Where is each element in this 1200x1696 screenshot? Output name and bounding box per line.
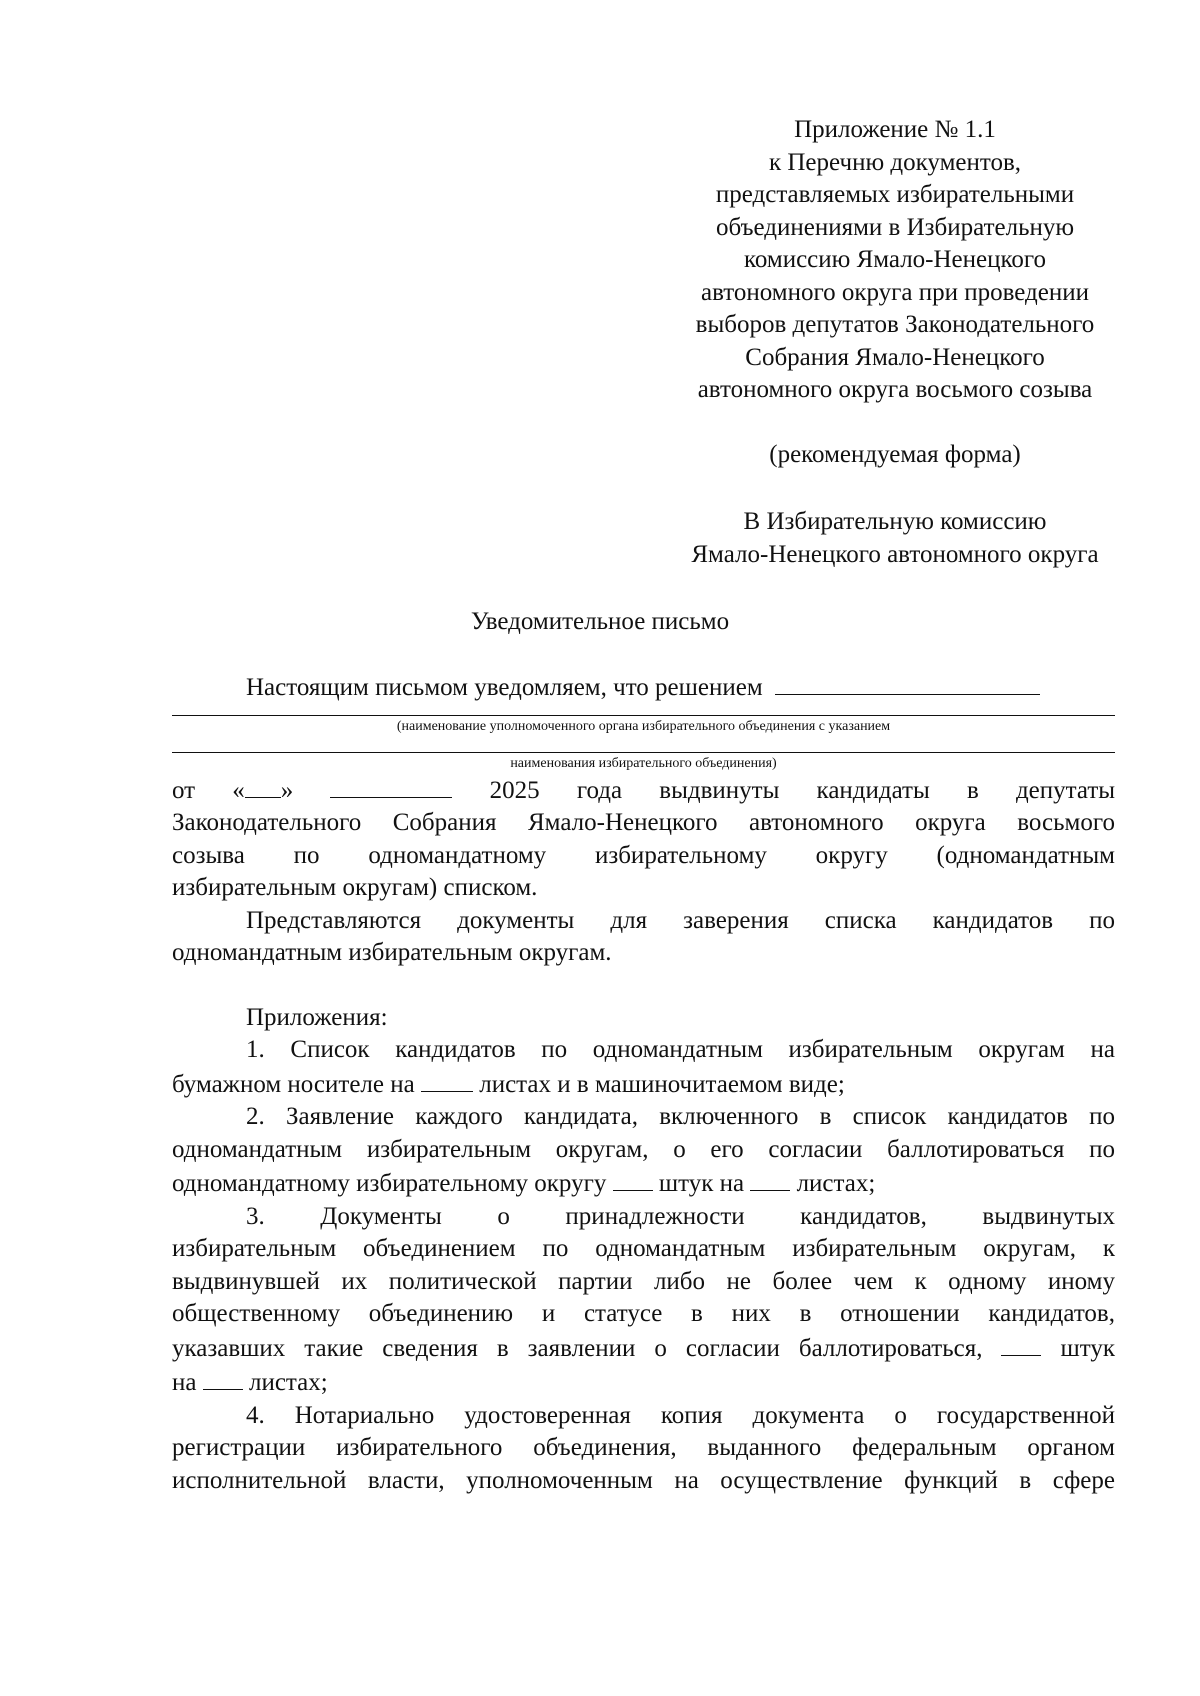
appendix-line: объединениями в Избирательную: [715, 213, 1075, 241]
date-day-group: « »: [232, 777, 293, 804]
appendix-line: выборов депутатов Законодательного: [695, 311, 1095, 338]
caption-association-name: наименования избирательного объединения): [510, 755, 777, 771]
date-day-blank[interactable]: [245, 773, 281, 798]
attachments-heading: Приложения:: [246, 1003, 388, 1031]
word-from: от: [172, 776, 196, 804]
para1-line-4: избирательным округам) списком.: [172, 874, 538, 901]
attachment-item-3: [172, 1201, 1115, 1400]
item3-count-blank[interactable]: [1001, 1331, 1041, 1356]
letter-body: [172, 666, 1115, 1497]
item2-line-2: одномандатным избирательным округам, о его согласии баллотироваться по: [172, 1135, 1115, 1163]
item3-line-6: на листах;: [172, 1365, 1115, 1400]
attachment-item-4: [172, 1400, 1115, 1498]
intro-line: [172, 670, 1115, 705]
org-name-blank[interactable]: [775, 670, 1040, 695]
para1-line-1: [172, 773, 1115, 808]
paragraph-documents: [172, 905, 1115, 970]
appendix-line: Приложение № 1.1: [794, 116, 996, 143]
item3-line-4: общественному объединению и статусе в них в отношении кандидатов,: [172, 1300, 1115, 1327]
date-month-blank[interactable]: [330, 773, 452, 798]
paragraph-nomination: [172, 773, 1115, 905]
item1-line-1: 1. Список кандидатов по одномандатным избирательным округам на: [246, 1036, 1115, 1063]
item4-line-1: 4. Нотариально удостоверенная копия документа о государственной: [246, 1401, 1115, 1429]
item2-line-3: одномандатному избирательному округу штук на листах;: [172, 1166, 1115, 1201]
item3-line-1: 3. Документы о принадлежности кандидатов, выдвинутых: [246, 1202, 1115, 1230]
para1-line-2: Законодательного Собрания Ямало-Ненецкого автономного округа восьмого: [172, 809, 1115, 836]
appendix-line: Собрания Ямало-Ненецкого: [745, 343, 1045, 371]
addressee-line-2: Ямало-Ненецкого автономного округа: [691, 540, 1099, 568]
item2-line-1: 2. Заявление каждого кандидата, включенного в список кандидатов по: [246, 1103, 1115, 1130]
item4-line-3: исполнительной власти, уполномоченным на осуществление функций в сфере: [172, 1466, 1115, 1494]
addressee-block: [635, 506, 1155, 571]
item2-count-blank[interactable]: [613, 1166, 653, 1191]
attachment-item-2: [172, 1101, 1115, 1201]
item3-line-5: указавших такие сведения в заявлении о согласии баллотироваться, штук: [172, 1331, 1115, 1366]
item2-sheets-blank[interactable]: [750, 1166, 790, 1191]
form-note: (рекомендуемая форма): [769, 440, 1021, 468]
intro-text: Настоящим письмом уведомляем, что решением: [246, 674, 763, 701]
attachment-item-1: [172, 1034, 1115, 1101]
appendix-line: комиссию Ямало-Ненецкого: [743, 246, 1047, 273]
item4-line-2: регистрации избирательного объединения, выданного федеральным органом: [172, 1434, 1115, 1461]
item3-line-2: избирательным объединением по одномандатным избирательным округам, к: [172, 1235, 1115, 1262]
item3-sheets-blank[interactable]: [203, 1365, 243, 1390]
para1-line-1-rest: года выдвинуты кандидаты в депутаты: [576, 776, 1116, 804]
association-name-blank-line[interactable]: [172, 740, 1115, 753]
appendix-line: автономного округа при проведении: [700, 278, 1090, 306]
para2-line-1: Представляются документы для заверения списка кандидатов по: [246, 906, 1115, 934]
caption-org-name: (наименование уполномоченного органа избирательного объединения с указанием: [396, 718, 891, 734]
letter-title: Уведомительное письмо: [470, 608, 730, 635]
item1-sheets-blank[interactable]: [421, 1067, 473, 1092]
appendix-header: [655, 114, 1135, 471]
addressee-line-1: В Избирательную комиссию: [743, 508, 1047, 535]
year-value: 2025: [489, 776, 540, 804]
appendix-line: представляемых избирательными: [715, 181, 1075, 208]
appendix-line: автономного округа восьмого созыва: [697, 376, 1093, 403]
item1-line-2: бумажном носителе на листах и в машиночитаемом виде;: [172, 1067, 1115, 1102]
item3-line-3: выдвинувшей их политической партии либо не более чем к одному иному: [172, 1267, 1115, 1295]
para2-line-2: одномандатным избирательным округам.: [172, 939, 612, 966]
appendix-line: к Перечню документов,: [768, 148, 1022, 176]
para1-line-3: созыва по одномандатному избирательному округу (одномандатным: [172, 841, 1115, 869]
